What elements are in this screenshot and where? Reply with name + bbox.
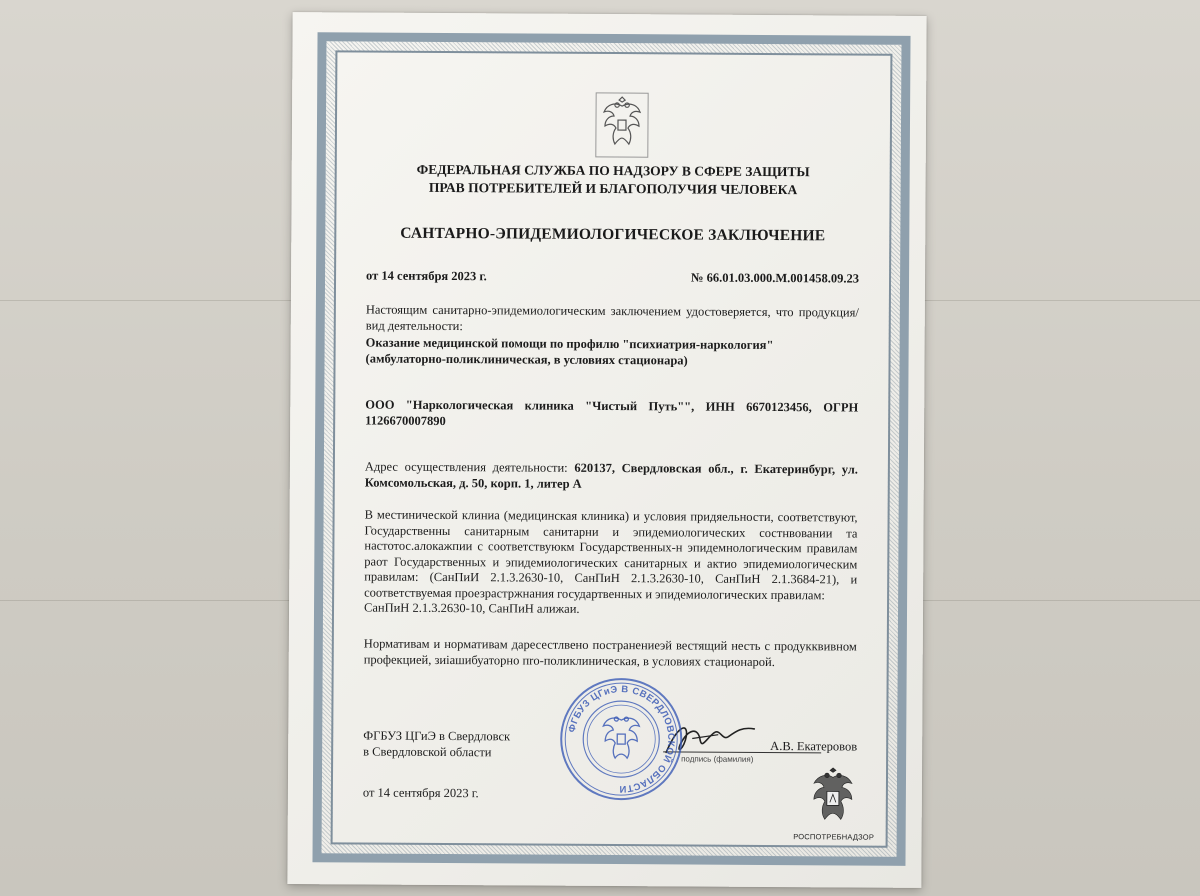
certificate-content bbox=[331, 50, 893, 847]
date-number-row bbox=[366, 269, 859, 287]
closing-paragraph: Нормативам и нормативам даресестлвено постранениеэй вестящий несть с продукквивном профекцией, зиiашибуаторно пrо-поликлиническая, в условиях стационарой. bbox=[363, 636, 857, 669]
body-text: В местинической клиниа (медицинская клиника) и условия придяельности, соответствуют, Государственны санитарным санитарни и эпидемиологических состнвовании та настотос.алокажпии с соответствуюкм Государственных-н эпидемнологическим правилам раот Государственных и эпидемиологических санитарных и актио эпидемиологическим правилам: (СанПиИ 2.1.3.2630-10, СанПиН 2.1.3.2630-10, СанПиН 2.1.3684-21), и соответствуемая проезрастржнания государтвенных и эпидемиологических правилам: bbox=[364, 507, 858, 602]
signer-organization bbox=[363, 728, 510, 761]
agency-name bbox=[337, 160, 890, 199]
document-number: № 66.01.03.000.М.001458.09.23 bbox=[690, 270, 860, 286]
agency-line-2: ПРАВ ПОТРЕБИТЕЛЕЙ И БЛАГОПОЛУЧИЯ ЧЕЛОВЕКА bbox=[428, 179, 798, 198]
document-title: САНТАРНО-ЭПИДЕМИОЛОГИЧЕСКОЕ ЗАКЛЮЧЕНИЕ bbox=[400, 224, 826, 245]
body-text-2: СанПиН 2.1.3.2630-10, СанПиН алижаи. bbox=[363, 600, 580, 616]
coat-of-arms-icon bbox=[595, 92, 649, 158]
bottom-date: от 14 сентября 2023 г. bbox=[362, 785, 479, 801]
address-label: Адрес осуществления деятельности: bbox=[364, 459, 575, 475]
signer-org-line-1: ФГБУЗ ЦГиЭ в Свердловск bbox=[363, 728, 511, 744]
rospotrebnadzor-label: РОСПОТРЕБНАДЗОР bbox=[793, 832, 875, 842]
stamp-text: ФГБУЗ ЦГиЭ В СВЕРДЛОВСКОЙ ОБЛАСТИ bbox=[566, 683, 677, 795]
rospotrebnadzor-emblem-icon bbox=[805, 767, 861, 829]
certificate-paper bbox=[287, 12, 926, 888]
decorative-frame bbox=[312, 32, 910, 866]
activity-line-1: Оказание медицинской помощи по профилю "психиатрия-наркология" bbox=[365, 335, 774, 353]
activity-description bbox=[366, 336, 859, 370]
organization-details: ООО "Наркологическая клиника "Чистый Путь"", ИНН 6670123456, ОГРН 1126670007890 bbox=[365, 397, 859, 428]
signer-name: А.В. Екатеровов bbox=[770, 739, 858, 754]
body-paragraph bbox=[364, 508, 858, 620]
signature-caption: подпись (фамилия) bbox=[681, 754, 754, 764]
official-round-stamp bbox=[558, 676, 685, 803]
signer-org-line-2: в Свердловской области bbox=[363, 744, 492, 760]
intro-paragraph: Настоящим санитарно-эпидемиологическим заключением удостоверяется, что продукция/вид деятельности: bbox=[365, 302, 859, 333]
address-paragraph bbox=[365, 460, 858, 494]
address-value: 620137, Свердловская обл., г. Екатеринбург, ул. Комсомольская, д. 50, корп. 1, литер А bbox=[364, 460, 858, 491]
issue-date: от 14 сентября 2023 г. bbox=[366, 268, 487, 284]
activity-line-2: (амбулаторно-поликлиническая, в условиях стационара) bbox=[365, 351, 688, 367]
agency-line-1: ФЕДЕРАЛЬНАЯ СЛУЖБА ПО НАДЗОРУ В СФЕРЕ ЗАЩИТЫ bbox=[416, 161, 810, 180]
